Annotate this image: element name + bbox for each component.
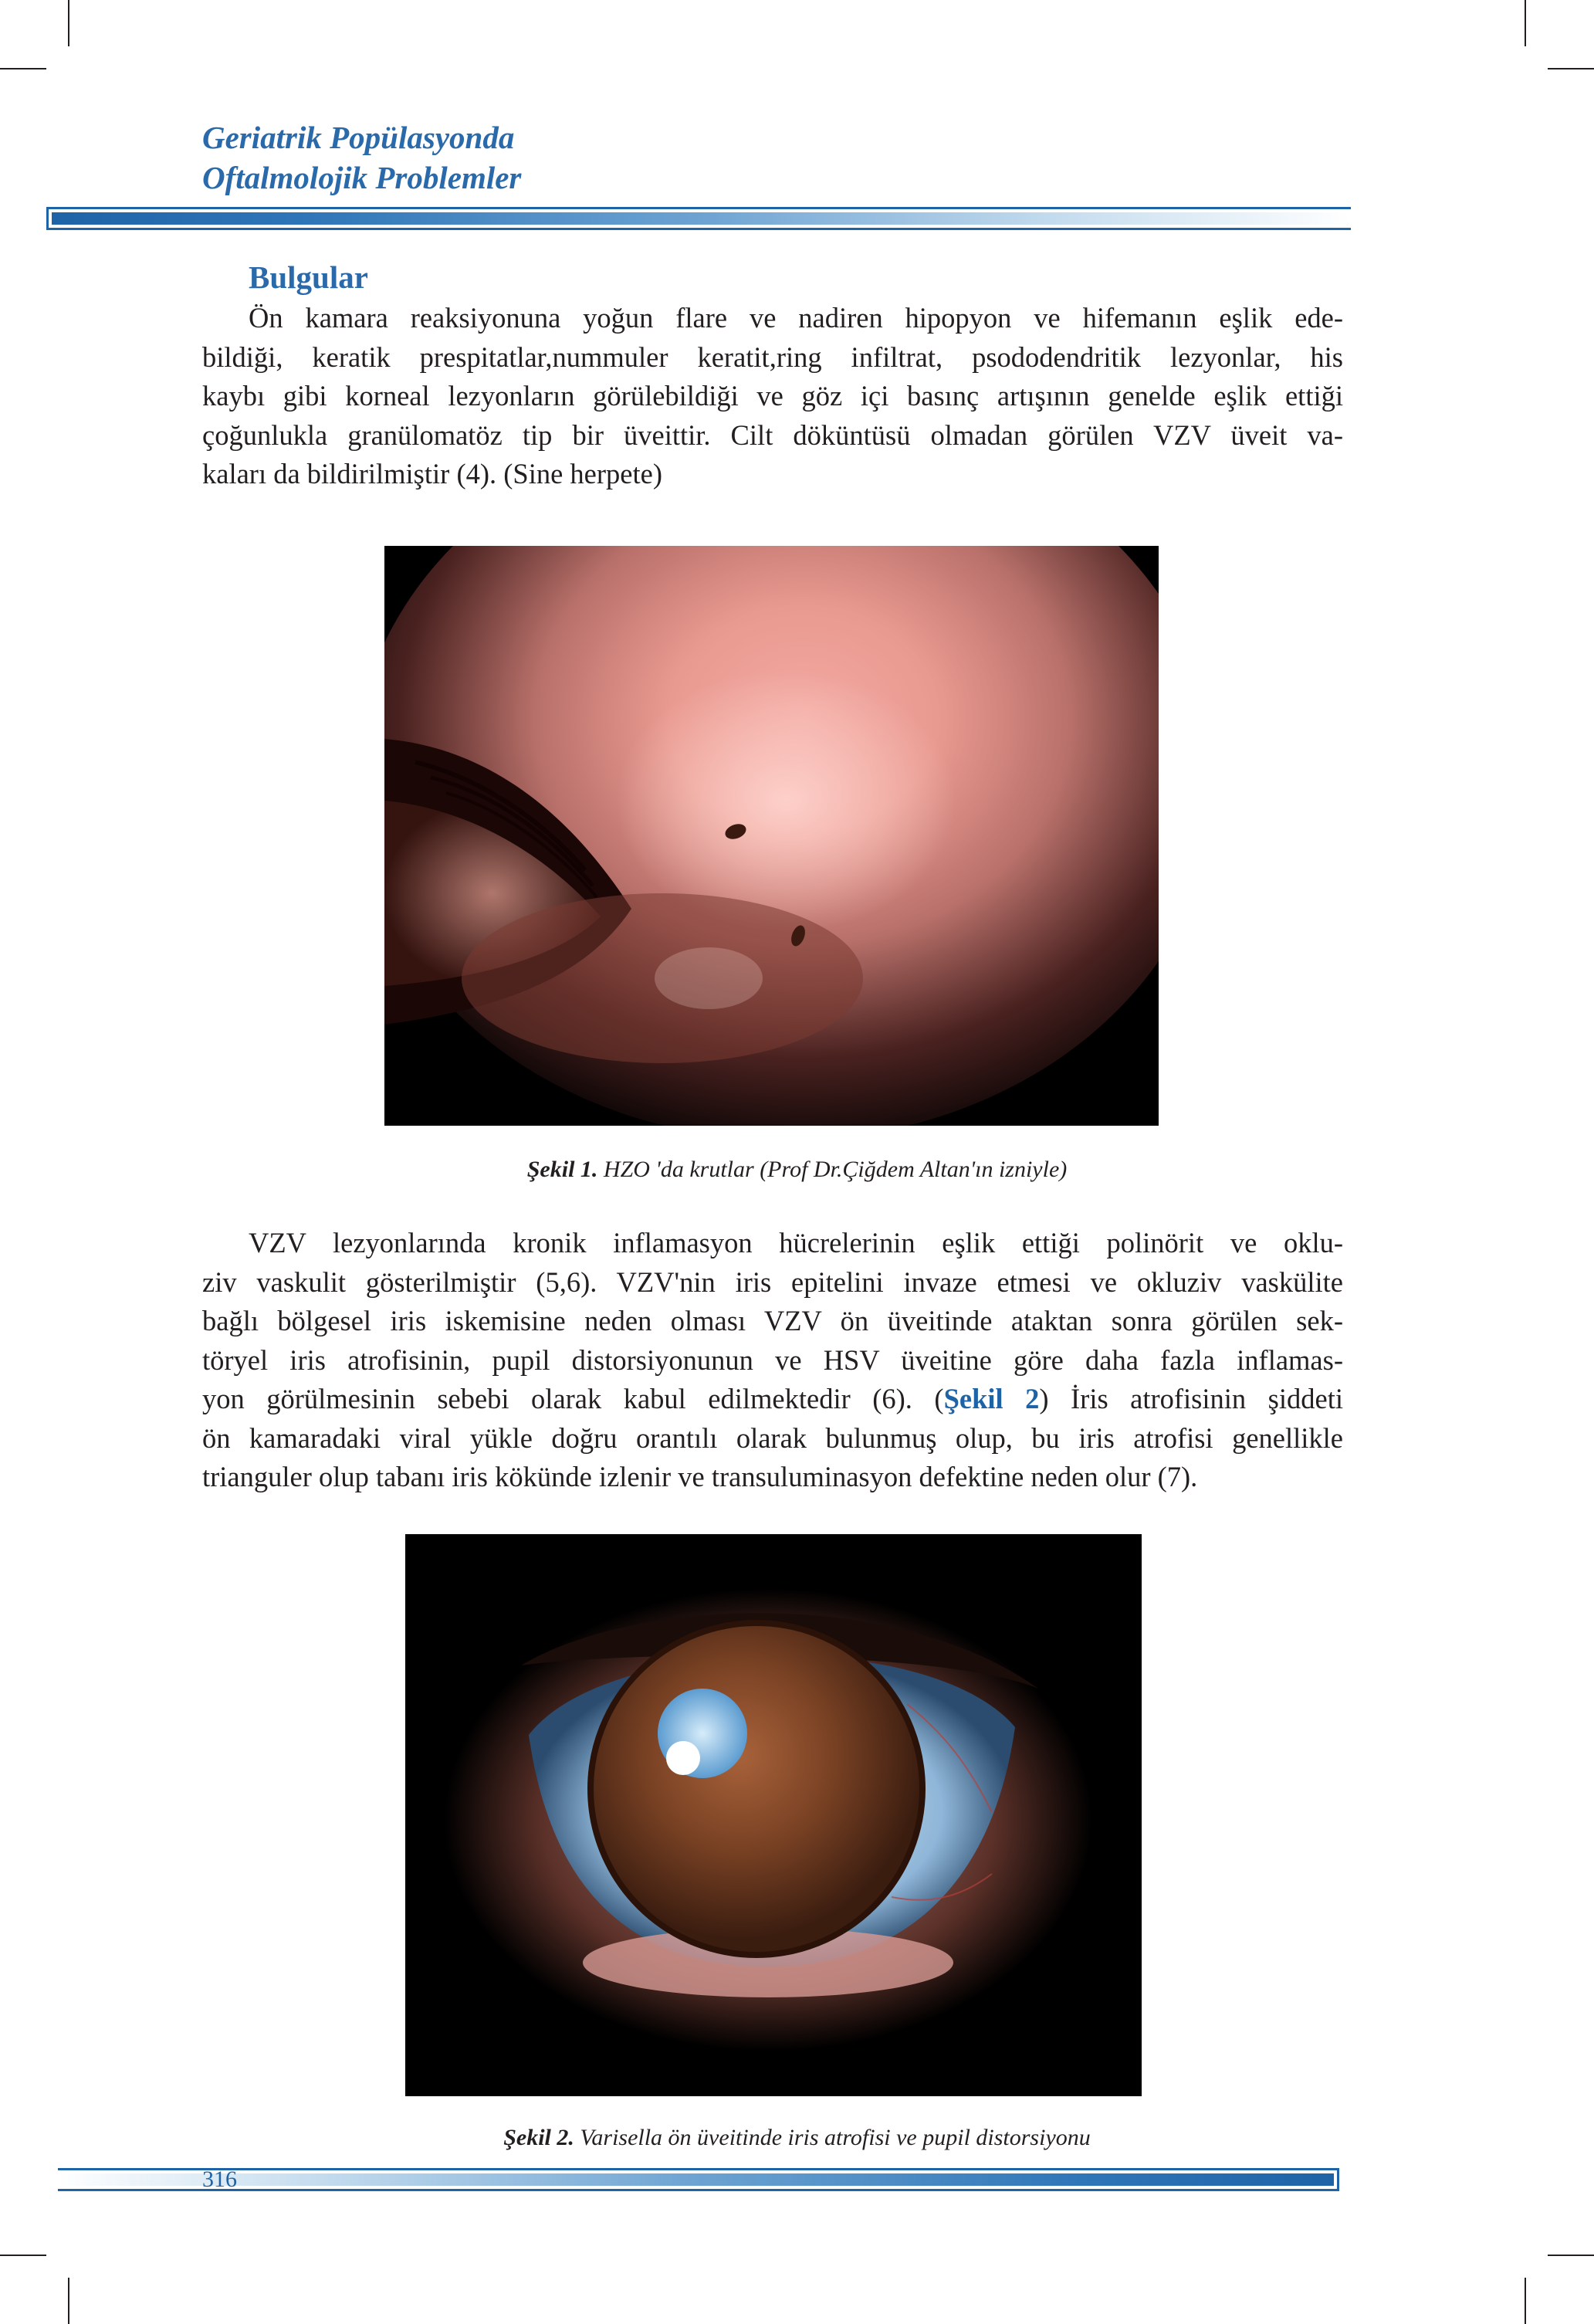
skin-lesion-photo [384, 546, 1159, 1126]
section-title: Bulgular [249, 259, 368, 295]
figure-2-reference-link[interactable]: Şekil 2 [943, 1383, 1040, 1414]
paragraph-line: kaları da bildirilmiştir (4). (Sine herpete) [202, 458, 662, 490]
running-header [202, 117, 521, 198]
eye-photo [405, 1534, 1142, 2096]
paragraph-line: bildiği, keratik prespitatlar,nummuler keratit,ring infiltrat, psododendritik lezyonlar, his [202, 340, 1343, 373]
paragraph-line [202, 1380, 1343, 1419]
crop-mark [1525, 0, 1526, 46]
figure-1-caption-text: HZO 'da krutlar (Prof Dr.Çiğdem Altan'ın izniyle) [597, 1157, 1068, 1182]
running-header-line1: Geriatrik Popülasyonda [202, 120, 515, 155]
crop-mark [0, 2255, 46, 2256]
figure-2-caption-label: Şekil 2. [503, 2125, 574, 2150]
paragraph-line: töryel iris atrofisinin, pupil distorsiyonunun ve HSV üveitine göre daha fazla inflamas- [202, 1343, 1343, 1376]
running-header-line2: Oftalmolojik Problemler [202, 160, 522, 195]
crop-mark [1548, 68, 1594, 69]
crop-mark [0, 68, 46, 69]
figure-2-image [405, 1534, 1142, 2096]
paragraph-line: kaybı gibi korneal lezyonların görülebildiği ve göz içi basınç artışının genelde eşlik ettiği [202, 380, 1343, 412]
paragraph-text: yon görülmesinin sebebi olarak kabul edilmektedir (6). ( [202, 1383, 944, 1414]
figure-2-caption [0, 2125, 1594, 2151]
paragraph-line: trianguler olup tabanı iris kökünde izlenir ve transuluminasyon defektine neden olur (7). [202, 1461, 1198, 1492]
paragraph-line: çoğunlukla granülomatöz tip bir üveittir. Cilt döküntüsü olmadan görülen VZV üveit va- [202, 418, 1343, 451]
header-rule [46, 207, 1351, 230]
crop-mark [68, 2278, 69, 2324]
paragraph-line: bağlı bölgesel iris iskemisine neden olması VZV ön üveitinde ataktan sonra görülen sek- [202, 1305, 1343, 1336]
paragraph-line: Ön kamara reaksiyonuna yoğun flare ve nadiren hipopyon ve hifemanın eşlik ede- [249, 302, 1343, 334]
crop-mark [1548, 2255, 1594, 2256]
footer-rule [58, 2168, 1339, 2191]
paragraph-vzv [202, 1224, 1343, 1497]
paragraph-text: ) İris atrofisinin şiddeti [1039, 1383, 1343, 1414]
figure-1-image [384, 546, 1159, 1126]
paragraph-line: VZV lezyonlarında kronik inflamasyon hücrelerinin eşlik ettiği polinörit ve oklu- [249, 1227, 1343, 1259]
page-number: 316 [202, 2166, 237, 2192]
figure-2-caption-text: Varisella ön üveitinde iris atrofisi ve pupil distorsiyonu [574, 2125, 1091, 2150]
figure-1-caption-label: Şekil 1. [526, 1157, 598, 1182]
figure-1-caption [0, 1157, 1594, 1183]
crop-mark [68, 0, 69, 46]
paragraph-line: ziv vaskulit gösterilmiştir (5,6). VZV'nin iris epitelini invaze etmesi ve okluziv vaskülite [202, 1265, 1343, 1298]
crop-mark [1525, 2278, 1526, 2324]
paragraph-line: ön kamaradaki viral yükle doğru orantılı olarak bulunmuş olup, bu iris atrofisi genellikle [202, 1421, 1343, 1454]
paragraph-findings [202, 299, 1343, 494]
